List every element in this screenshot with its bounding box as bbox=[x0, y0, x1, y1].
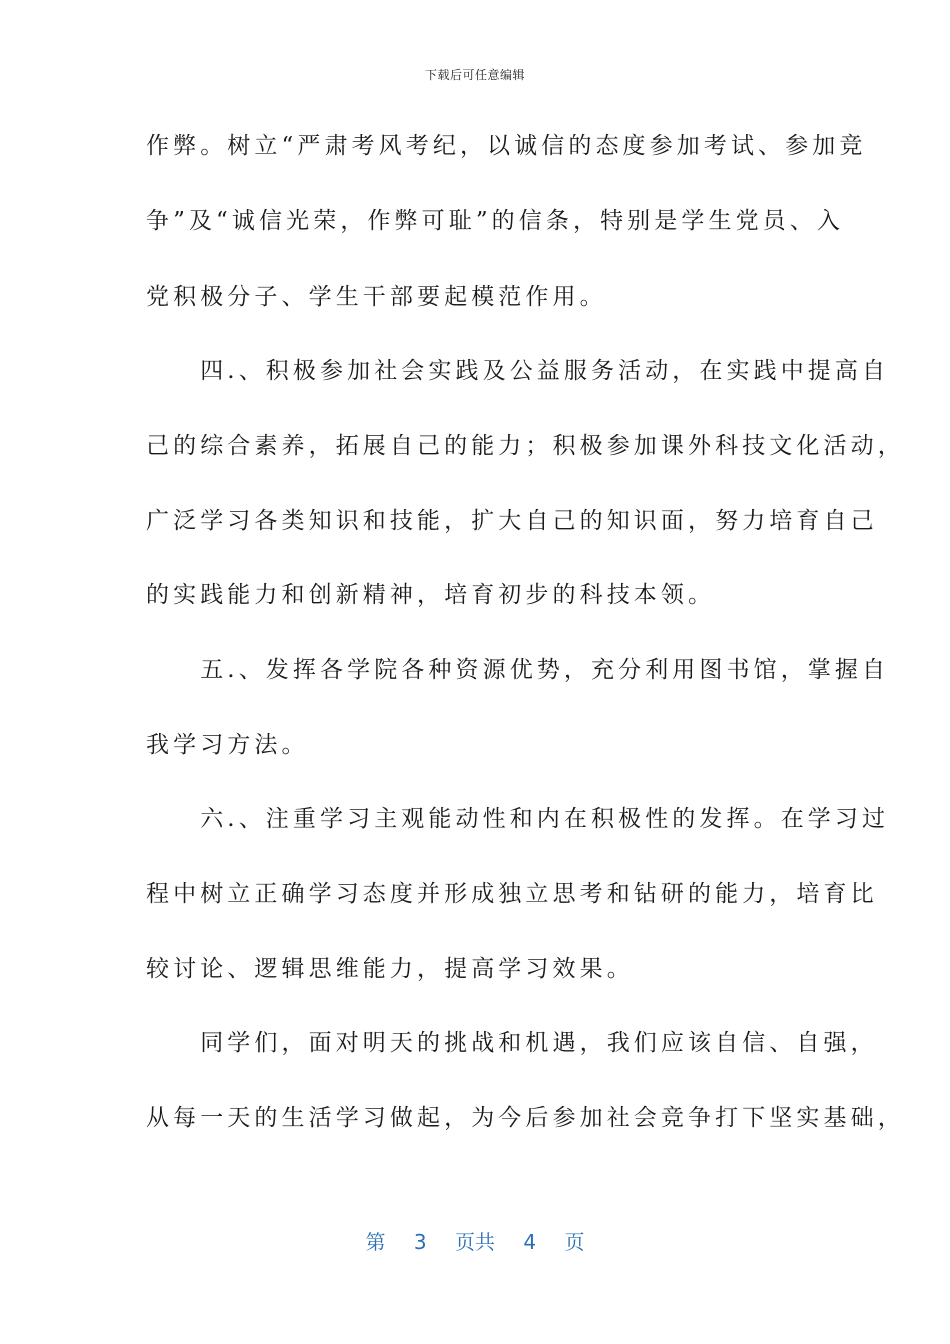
body-line: 程中树立正确学习态度并形成独立思考和钻研的能力，培育比 bbox=[146, 881, 878, 907]
body-line: 我学习方法。 bbox=[146, 732, 309, 758]
page-footer bbox=[0, 1226, 950, 1255]
body-line: 五.、发挥各学院各种资源优势，充分利用图书馆，掌握自 bbox=[146, 657, 890, 683]
download-note: 下载后可任意编辑 bbox=[424, 68, 525, 82]
body-line: 党积极分子、学生干部要起模范作用。 bbox=[146, 284, 607, 310]
body-line: 同学们，面对明天的挑战和机遇，我们应该自信、自强， bbox=[146, 1030, 878, 1056]
total-pages-number: 4 bbox=[523, 1230, 537, 1254]
body-line: 作弊。树立“严肃考风考纪，以诚信的态度参加考试、参加竞 bbox=[146, 133, 867, 159]
body-line: 从每一天的生活学习做起，为今后参加社会竞争打下坚实基础， bbox=[146, 1105, 905, 1131]
body-line: 四.、积极参加社会实践及公益服务活动，在实践中提高自 bbox=[146, 358, 890, 384]
page-label-prefix: 第 bbox=[365, 1230, 386, 1254]
body-line: 六.、注重学习主观能动性和内在积极性的发挥。在学习过 bbox=[146, 806, 890, 832]
body-line: 广泛学习各类知识和技能，扩大自己的知识面，努力培育自己 bbox=[146, 508, 878, 534]
body-line: 己的综合素养，拓展自己的能力；积极参加课外科技文化活动， bbox=[146, 433, 905, 459]
page-label-mid: 页共 bbox=[455, 1230, 495, 1254]
page-label-suffix: 页 bbox=[564, 1230, 585, 1254]
body-line: 较讨论、逻辑思维能力，提高学习效果。 bbox=[146, 956, 634, 982]
body-line: 的实践能力和创新精神，培育初步的科技本领。 bbox=[146, 582, 716, 608]
current-page-number: 3 bbox=[413, 1230, 427, 1254]
body-line: 争”及“诚信光荣，作弊可耻”的信条，特别是学生党员、入 bbox=[146, 208, 844, 234]
